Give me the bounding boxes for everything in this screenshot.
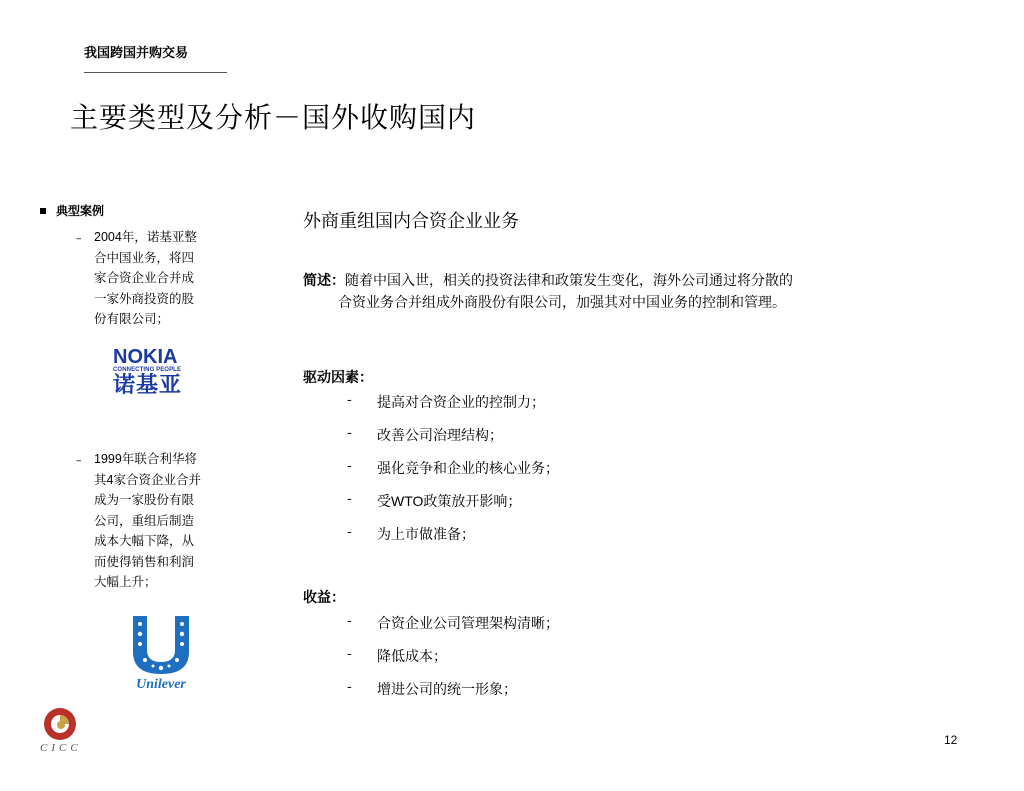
list-item-text: 强化竞争和企业的核心业务；	[377, 461, 559, 477]
list-dash: -	[347, 425, 352, 441]
cicc-emblem-icon	[40, 706, 80, 742]
drivers-list	[303, 392, 943, 557]
case-line: 年联合利华将	[121, 451, 197, 466]
case-line: 成本大幅下降，从	[94, 533, 195, 548]
list-item	[303, 458, 943, 491]
list-item-text: 合资企业公司管理架构清晰；	[377, 616, 559, 632]
summary-text: 随着中国入世，相关的投资法律和政策发生变化，海外公司通过将分散的	[345, 273, 793, 289]
benefits-list	[303, 613, 943, 712]
list-item	[303, 392, 943, 425]
list-dash: -	[347, 613, 352, 629]
nokia-logo-tagline: CONNECTING PEOPLE	[113, 367, 182, 373]
section-divider	[84, 72, 227, 73]
list-item	[303, 679, 943, 712]
list-dash: -	[347, 392, 352, 408]
list-dash: -	[347, 679, 352, 695]
case-line: 而使得销售和利润	[94, 553, 195, 569]
case-line: 家合资企业合并成	[94, 270, 195, 285]
case-line: 份有限公司；	[94, 311, 170, 326]
case-line: 合中国业务，将四	[94, 249, 195, 265]
list-item-text: 改善公司治理结构；	[377, 428, 503, 444]
benefits-heading: 收益：	[303, 590, 345, 606]
unilever-logo	[125, 612, 197, 692]
list-item	[303, 613, 943, 646]
wto-term: WTO	[391, 493, 424, 509]
case-line: 公司，重组后制造	[94, 512, 195, 528]
case-line: 一家外商投资的股	[94, 290, 195, 306]
list-item-text: 降低成本；	[377, 649, 447, 665]
nokia-logo	[113, 347, 193, 398]
cases-heading-label: 典型案例	[56, 204, 105, 218]
case-line: 大幅上升；	[94, 574, 157, 589]
list-item-text: 增进公司的统一形象；	[377, 682, 517, 698]
case-line: 家合资企业合并	[113, 471, 201, 487]
case-count: 4	[106, 472, 114, 487]
list-dash: -	[347, 491, 352, 507]
unilever-u-icon	[125, 612, 197, 692]
list-item-text	[377, 491, 521, 524]
nokia-logo-chinese: 诺基亚	[113, 373, 183, 398]
slide-title: 主要类型及分析－国外收购国内	[70, 101, 477, 134]
page-number: 12	[944, 733, 958, 747]
list-item	[303, 491, 943, 524]
case-nokia-text	[94, 227, 239, 330]
case-line: 年，诺基亚整	[121, 229, 197, 244]
list-dash: -	[347, 458, 352, 474]
case-line: 其	[94, 471, 107, 487]
cicc-logo-text: CICC	[40, 742, 82, 754]
case-line: 成为一家股份有限	[94, 492, 195, 507]
list-dash: -	[347, 524, 352, 540]
summary-paragraph	[303, 270, 943, 314]
unilever-logo-word: Unilever	[136, 677, 186, 692]
drivers-heading: 驱动因素：	[303, 370, 373, 386]
list-item	[303, 646, 943, 679]
list-item-text: 提高对合资企业的控制力；	[377, 395, 545, 411]
list-item-text: 为上市做准备；	[377, 527, 475, 543]
case-year: 2004	[94, 230, 122, 244]
square-bullet-icon	[40, 208, 46, 214]
cases-heading	[40, 202, 104, 219]
summary-label: 简述：	[303, 273, 345, 289]
list-item	[303, 425, 943, 458]
list-dash: -	[347, 646, 352, 662]
case-unilever-text	[94, 449, 239, 593]
case-dash: –	[76, 232, 82, 245]
list-item-text-part: 政策放开影响；	[423, 494, 522, 510]
section-title: 外商重组国内合资企业业务	[303, 211, 519, 232]
case-year: 1999	[94, 452, 122, 466]
list-item-text-part: 受	[377, 494, 391, 510]
section-label: 我国跨国并购交易	[84, 46, 189, 61]
case-dash: –	[76, 454, 82, 467]
summary-text: 合资业务合并组成外商股份有限公司，加强其对中国业务的控制和管理。	[338, 295, 786, 311]
list-item	[303, 524, 943, 557]
nokia-logo-word: NOKIA	[113, 346, 178, 368]
